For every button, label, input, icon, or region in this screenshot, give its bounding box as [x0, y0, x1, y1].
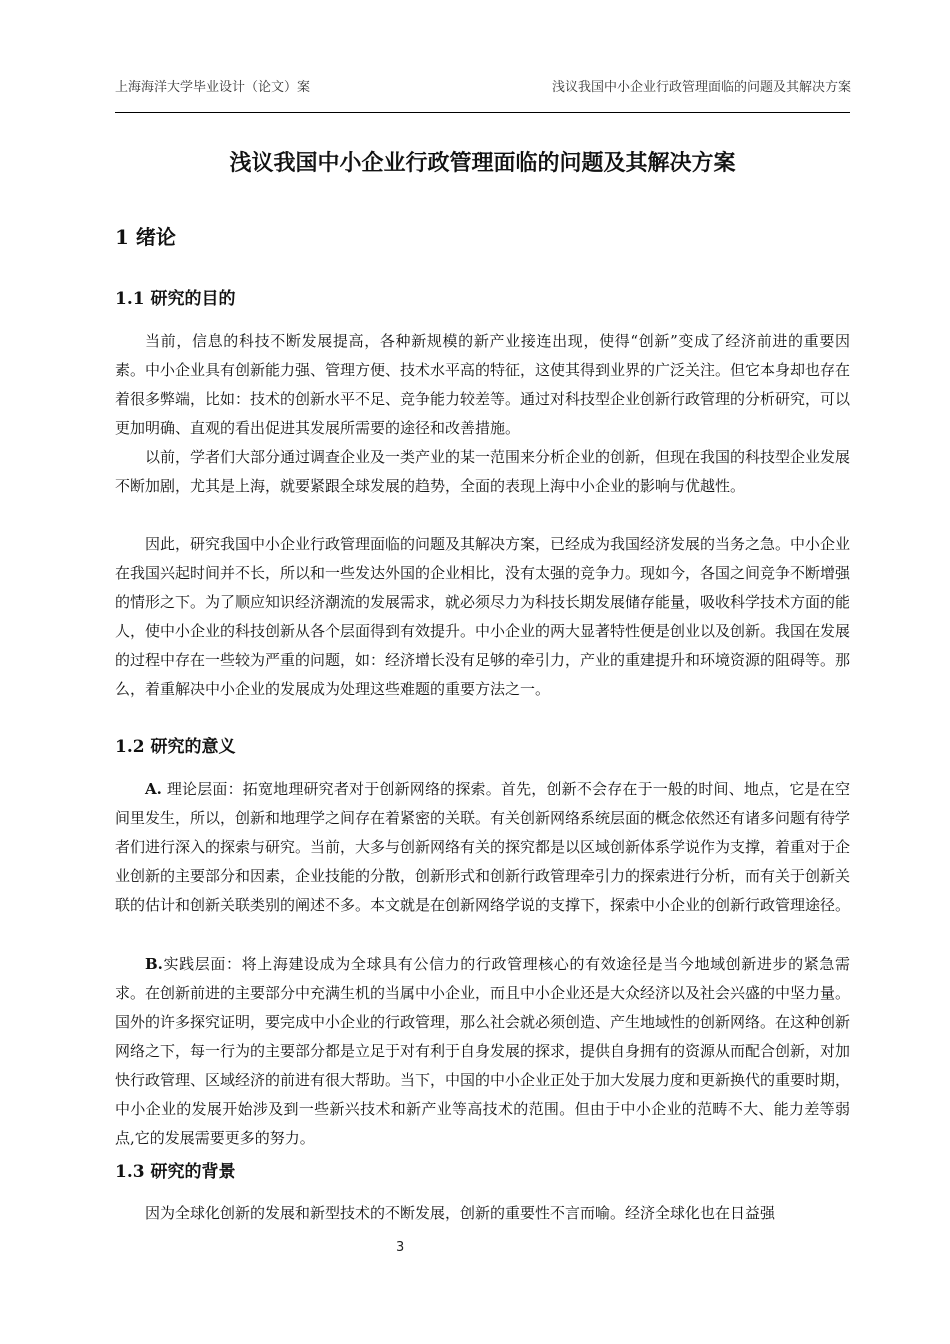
- item-text: 实践层面：将上海建设成为全球具有公信力的行政管理核心的有效途径是当今地域创新进步的紧急需求。在创新前进的主要部分中充满生机的当属中小企业，而且中小企业还是大众经济以及社会兴盛的中坚力量。国外的许多探究证明，要完成中小企业的行政管理，那么社会就必须创造、产生地域性的创新网络。在这种创新网络之下，每一行为的主要部分都是立足于对有利于自身发展的探求，提供自身拥有的资源从而配合创新，对加快行政管理、区域经济的前进有很大帮助。当下，中国的中小企业正处于加大发展力度和更新换代的重要时期，中小企业的发展开始涉及到一些新兴技术和新产业等高技术的范围。但由于中小企业的范畴不大、能力差等弱点,它的发展需要更多的努力。: [115, 955, 851, 1147]
- list-item-practice: [115, 950, 850, 1153]
- section-heading-1-3: 1.3 研究的背景: [115, 1162, 236, 1182]
- section-heading-1-2: 1.2 研究的意义: [115, 737, 236, 757]
- running-header-left: 上海海洋大学毕业设计（论文）案: [115, 80, 311, 95]
- paragraph: 当前，信息的科技不断发展提高，各种新规模的新产业接连出现，使得“创新”变成了经济前进的重要因素。中小企业具有创新能力强、管理方便、技术水平高的特征，这使其得到业界的广泛关注。但它本身却也存在着很多弊端，比如：技术的创新水平不足、竞争能力较差等。通过对科技型企业创新行政管理的分析研究，可以更加明确、直观的看出促进其发展所需要的途径和改善措施。: [115, 332, 851, 437]
- header-divider: [115, 112, 850, 113]
- document-title: 浅议我国中小企业行政管理面临的问题及其解决方案: [229, 150, 736, 176]
- section-heading-1-1: 1.1 研究的目的: [115, 289, 236, 309]
- chapter-heading: 1 绪论: [115, 225, 176, 249]
- page-number: 3: [396, 1240, 405, 1255]
- item-label: B.: [145, 955, 163, 973]
- paragraph: 因此，研究我国中小企业行政管理面临的问题及其解决方案，已经成为我国经济发展的当务之急。中小企业在我国兴起时间并不长，所以和一些发达外国的企业相比，没有太强的竞争力。现如今，各国之间竞争不断增强的情形之下。为了顺应知识经济潮流的发展需求，就必须尽力为科技长期发展储存能量，吸收科学技术方面的能人，使中小企业的科技创新从各个层面得到有效提升。中小企业的两大显著特性便是创业以及创新。我国在发展的过程中存在一些较为严重的问题，如：经济增长没有足够的牵引力，产业的重建提升和环境资源的阻碍等。那么，着重解决中小企业的发展成为处理这些难题的重要方法之一。: [115, 535, 851, 698]
- running-header-right: 浅议我国中小企业行政管理面临的问题及其解决方案: [551, 80, 851, 95]
- paragraph: 以前，学者们大部分通过调查企业及一类产业的某一范围来分析企业的创新，但现在我国的科技型企业发展不断加剧，尤其是上海，就要紧跟全球发展的趋势，全面的表现上海中小企业的影响与优越性。: [115, 448, 851, 495]
- paragraph: 因为全球化创新的发展和新型技术的不断发展，创新的重要性不言而喻。经济全球化也在日益强: [145, 1204, 776, 1222]
- list-item-theory: [115, 775, 850, 920]
- item-text: 理论层面：拓宽地理研究者对于创新网络的探索。首先，创新不会存在于一般的时间、地点，它是在空间里发生，所以，创新和地理学之间存在着紧密的关联。有关创新网络系统层面的概念依然还有诸多问题有待学者们进行深入的探索与研究。当前，大多与创新网络有关的探究都是以区域创新体系学说作为支撑，着重对于企业创新的主要部分和因素，企业技能的分散，创新形式和创新行政管理牵引力的探索进行分析，而有关于创新关联的估计和创新关联类别的阐述不多。本文就是在创新网络学说的支撑下，探索中小企业的创新行政管理途径。: [115, 780, 851, 914]
- item-label: A.: [145, 780, 162, 798]
